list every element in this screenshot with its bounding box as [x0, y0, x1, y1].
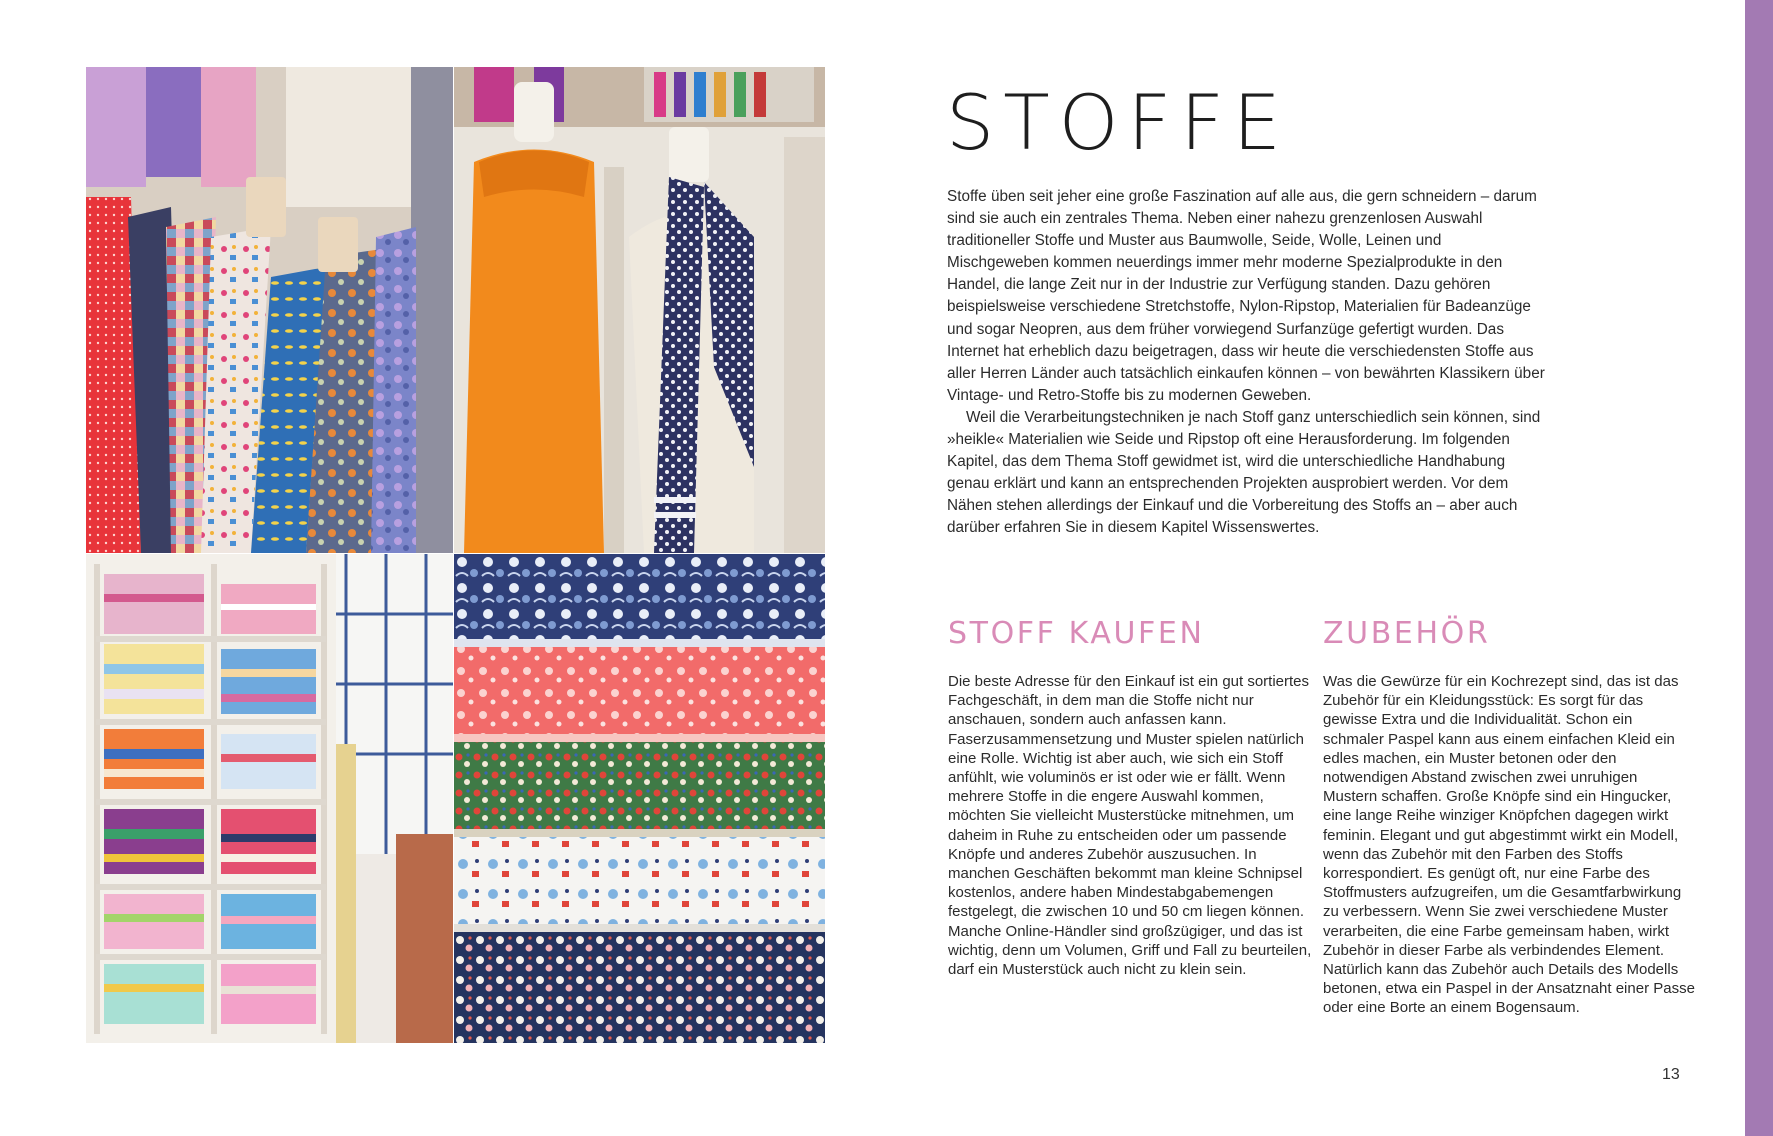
intro-paragraph: Stoffe üben seit jeher eine große Faszination auf alle aus, die gern schneidern – darum sind sie auch ein zentrales Thema. Neben einer nahezu grenzenlosen Auswahl traditioneller Stoffe und Muster aus Baumwolle, Seide, Wolle, Leinen und Mischgeweben kommen neuerdings immer mehr moderne Spezialprodukte in den Handel, die lange Zeit nur in der Industrie zur Verfügung standen. Dazu gehören beispielsweise verschiedene Stretchstoffe, Nylon-Ripstop, Materialien für Badeanzüge und sogar Neopren, aus dem früher vorwiegend Surfanzüge gefertigt wurden. Das Internet hat erheblich dazu beigetragen, dass wir heute die verschiedensten Stoffe aus aller Herren Länder auch tatsächlich einkaufen können – von bewährten Klassikern über Vintage- und Retro-Stoffe bis zu modernen Geweben. [947, 188, 1545, 404]
section-text-zubehoer: Was die Gewürze für ein Kochrezept sind, das ist das Zubehör für ein Kleidungsstück: Es sorgt für das gewisse Extra und die Individualität. Schon ein schmaler Paspel kann aus einem einfachen Kleid ein edles machen, ein Muster betonen oder den notwendigen Abstand zwischen zwei unruhigen Mustern schaffen. Große Knöpfe sind ein Hingucker, eine lange Reihe winziger Knöpfchen dagegen wirkt feminin. Elegant und gut abgestimmt wirkt ein Modell, wenn das Zubehör mit den Farben des Stoffs korrespondiert. Es genügt oft, nur eine Farbe des Stoffmusters aufzugreifen, um die Gesamtfarbwirkung zu verbessern. Wenn Sie zwei verschiedene Muster verarbeiten, die eine Farbe gemeinsam haben, wirkt Zubehör in dieser Farbe als verbindendes Element. Natürlich kann das Zubehör auch Details des Modells betonen, etwa ein Paspel in der Ansatznaht einer Passe oder eine Borte an einem Bogensaum. [1323, 673, 1695, 1017]
intro-paragraph: Weil die Verarbeitungstechniken je nach Stoff ganz unterschiedlich sein können, sind »heikle« Materialien wie Seide und Ripstop oft eine Herausforderung. Im folgenden Kapitel, das dem Thema Stoff gewidmet ist, wird die unterschiedliche Handhabung genau erklärt und kann an entsprechenden Projekten ausprobiert werden. Vor dem Nähen stehen allerdings der Einkauf und die Vorbereitung des Stoffs an – aber auch darüber erfahren Sie in diesem Kapitel Wissenswertes. [947, 408, 1541, 537]
section-text-stoff-kaufen: Die beste Adresse für den Einkauf ist ein gut sortiertes Fachgeschäft, in dem man die Stoffe nicht nur anschauen, sondern auch anfassen kann. Faserzusammensetzung und Muster spielen natürlich eine Rolle. Wichtig ist aber auch, wie sich ein Stoff anfühlt, wie voluminös er ist oder wie er fällt. Wenn mehrere Stoffe in die engere Auswahl kommen, möchten Sie vielleicht Musterstücke mitnehmen, um daheim in Ruhe zu entscheiden oder um passende Knöpfe und anderes Zubehör auszusuchen. In manchen Geschäften bekommt man kleine Schnipsel kostenlos, andere haben Mindestabgabemengen festgelegt, die zwischen 10 und 50 cm liegen können. Manche Online-Händler sind großzügiger, und das ist wichtig, denn um Volumen, Griff und Fall zu beurteilen, darf ein Musterstück auch nicht zu klein sein. [948, 673, 1312, 979]
photo-fabric-shelves [86, 554, 453, 1043]
page-title: STOFFE [946, 78, 1290, 167]
photo-dress-forms [454, 67, 825, 553]
photo-collage [86, 67, 825, 1043]
intro-text [947, 186, 1547, 540]
photo-printed-fabric-stack [454, 554, 825, 1043]
page-number: 13 [1662, 1066, 1680, 1083]
photo-fabric-rolls [86, 67, 453, 553]
section-heading-zubehoer: ZUBEHÖR [1323, 616, 1491, 651]
page-edge-color-stripe [1745, 0, 1773, 1136]
section-heading-stoff-kaufen: STOFF KAUFEN [948, 616, 1205, 651]
